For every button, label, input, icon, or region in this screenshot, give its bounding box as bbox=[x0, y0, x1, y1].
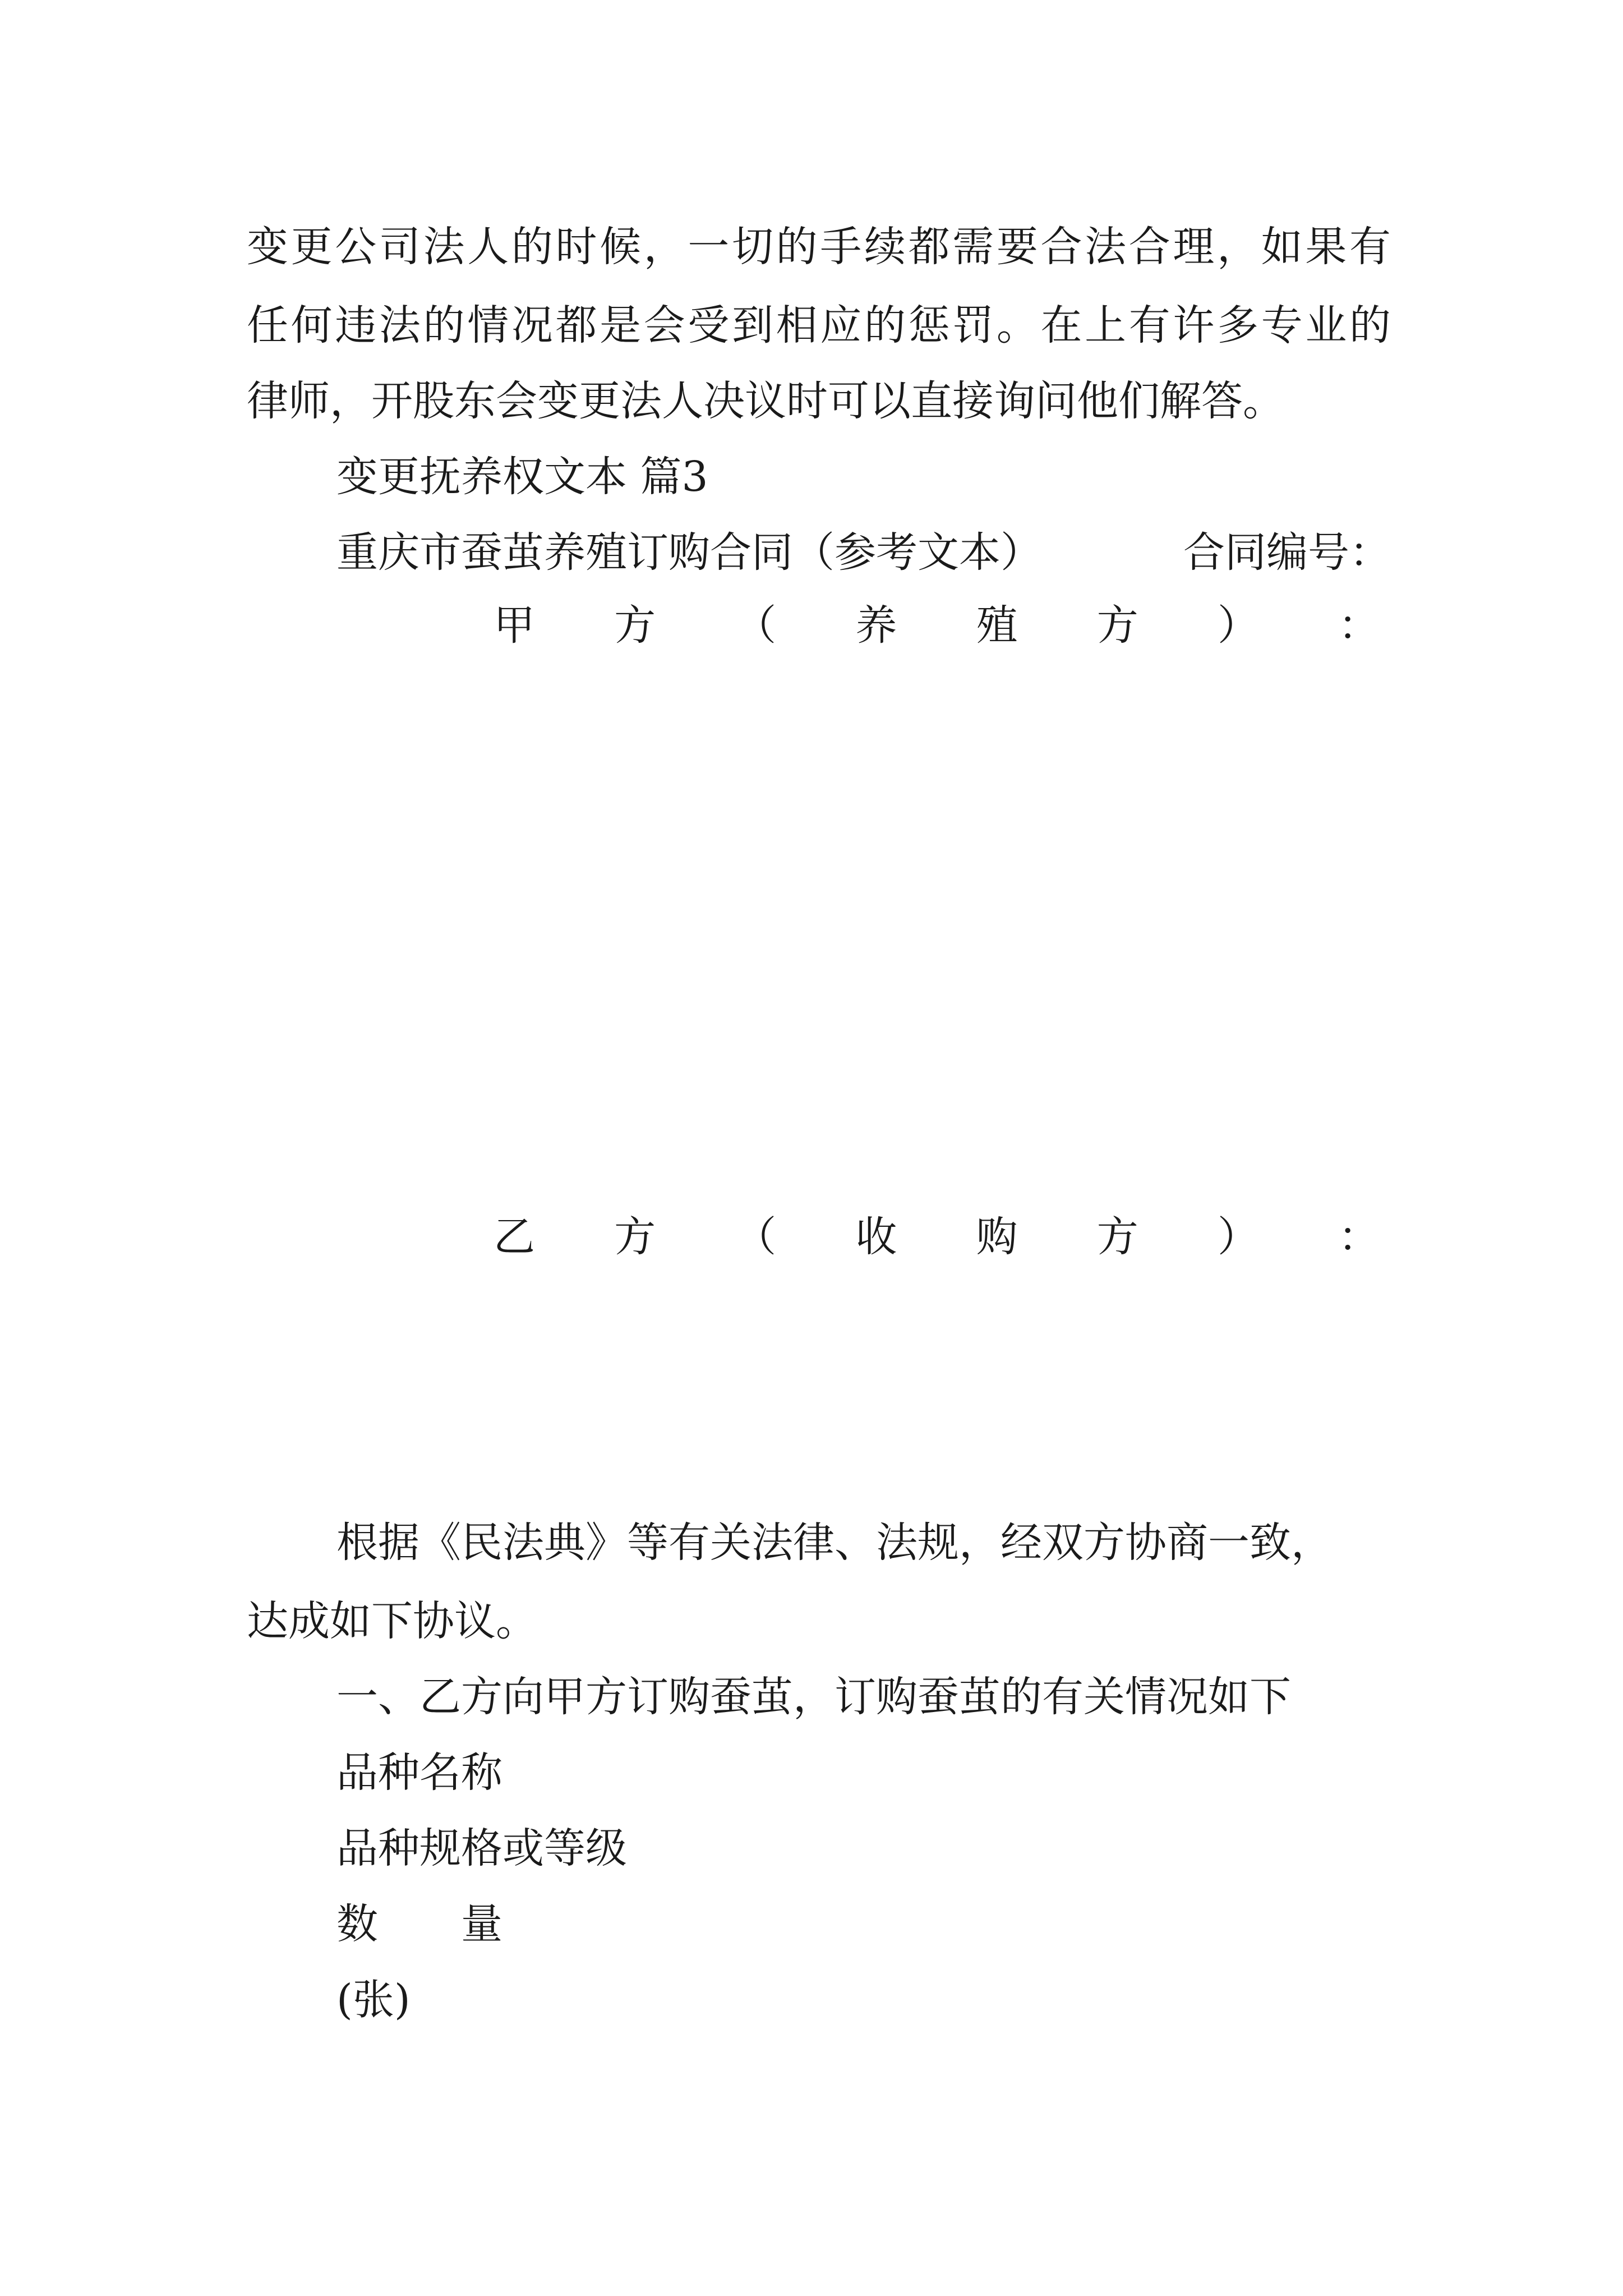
paragraph-line: 律师，开股东会变更法人决议时可以直接询问他们解答。 bbox=[247, 377, 1284, 425]
party-a-char: 殖 bbox=[976, 601, 1018, 650]
party-b-char: 购 bbox=[976, 1213, 1018, 1261]
contract-title-row bbox=[336, 524, 1391, 581]
party-a-line bbox=[494, 597, 1380, 654]
party-b-char: ） bbox=[1217, 1213, 1259, 1261]
paragraph-line: 变更公司法人的时候，一切的手续都需要合法合理，如果有 bbox=[247, 223, 1391, 271]
party-b-char: 收 bbox=[855, 1213, 897, 1261]
party-a-char: ： bbox=[1338, 601, 1380, 650]
party-b-char: 方 bbox=[1096, 1213, 1138, 1261]
party-b-char: 方 bbox=[614, 1213, 656, 1261]
party-a-char: ） bbox=[1217, 601, 1259, 650]
party-b-line bbox=[494, 1209, 1380, 1265]
field-label: 品种名称 bbox=[336, 1749, 502, 1797]
contract-number-label: 合同编号： bbox=[1183, 528, 1391, 577]
field-label: 品种规格或等级 bbox=[336, 1824, 627, 1872]
party-b-char: （ bbox=[735, 1213, 777, 1261]
basis-line: 达成如下协议。 bbox=[247, 1597, 537, 1645]
basis-line: 根据《民法典》等有关法律、法规，经双方协商一致， bbox=[336, 1519, 1332, 1567]
party-a-char: 甲 bbox=[494, 601, 535, 650]
party-b-char: 乙 bbox=[494, 1213, 535, 1261]
contract-title: 重庆市蚕茧养殖订购合同（参考文本） bbox=[336, 528, 1042, 577]
paragraph-line: 任何违法的情况都是会受到相应的惩罚。在上有许多专业的 bbox=[247, 301, 1391, 349]
party-a-char: 方 bbox=[1096, 601, 1138, 650]
field-label: (张) bbox=[336, 1976, 411, 2024]
party-a-char: 方 bbox=[614, 601, 656, 650]
party-a-char: 养 bbox=[855, 601, 897, 650]
clause-one: 一、乙方向甲方订购蚕茧，订购蚕茧的有关情况如下 bbox=[336, 1673, 1291, 1721]
field-label: 数 量 bbox=[336, 1900, 502, 1948]
section-heading: 变更抚养权文本 篇3 bbox=[336, 453, 708, 501]
party-b-char: ： bbox=[1338, 1213, 1380, 1261]
party-a-char: （ bbox=[735, 601, 777, 650]
